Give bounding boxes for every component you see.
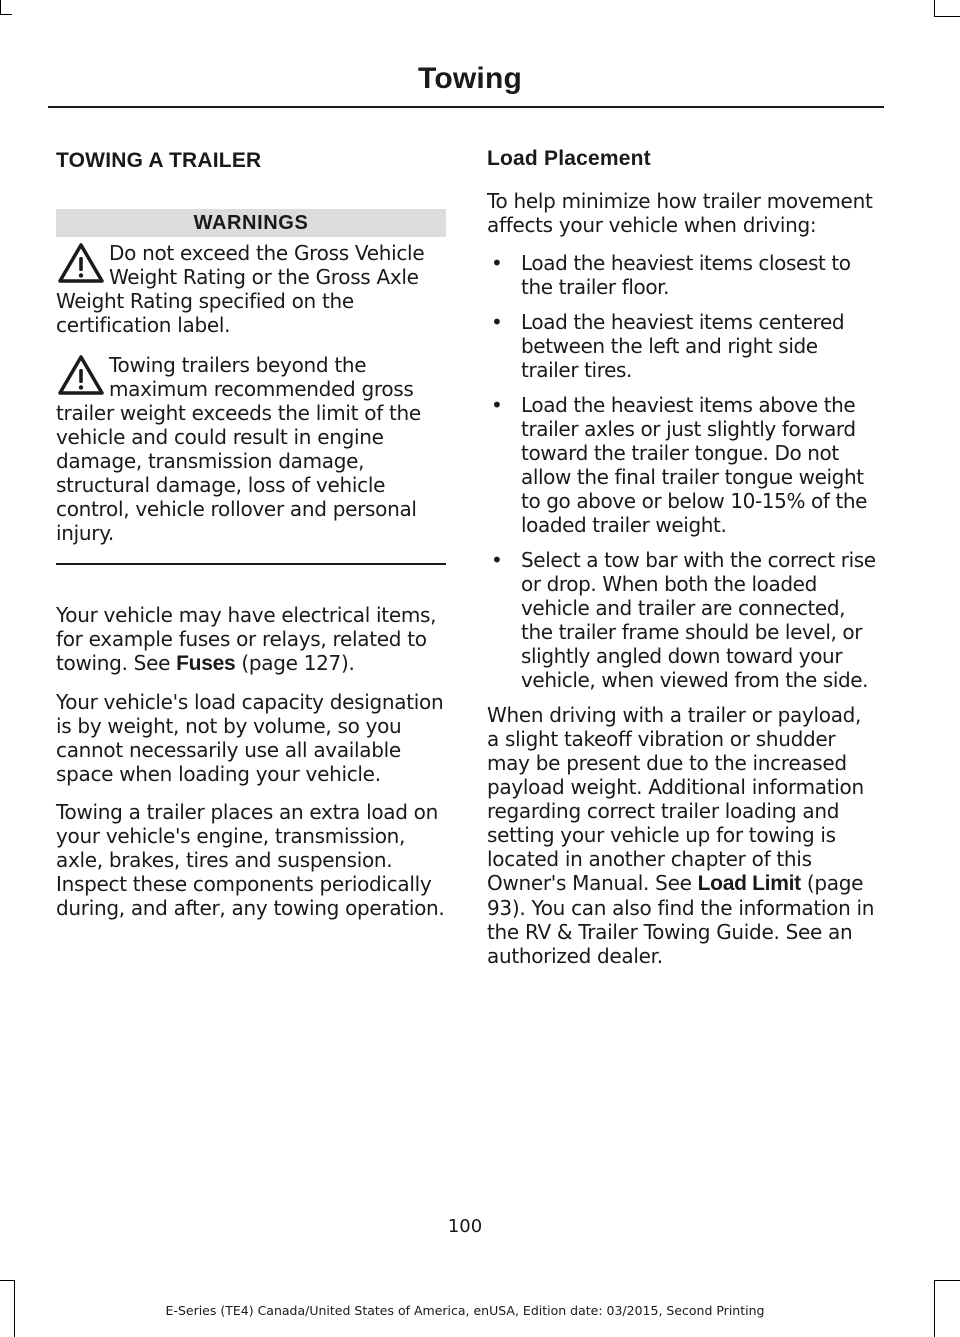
load-limit-link[interactable]: Load Limit: [697, 872, 801, 895]
paragraph-electrical: [56, 603, 446, 676]
list-item: • Load the heaviest items closest to the trailer floor.: [487, 251, 877, 299]
page-reference: (page 93). You can also find the information in the RV & Trailer Towing Guide. See an authorized dealer.: [487, 871, 875, 968]
warnings-divider: [56, 563, 446, 565]
warning-triangle-icon: [56, 241, 106, 287]
right-column: [487, 143, 877, 968]
edition-footer: E-Series (TE4) Canada/United States of America, enUSA, Edition date: 03/2015, Second Printing: [165, 1303, 765, 1318]
warnings-header: WARNINGS: [56, 209, 446, 237]
warning-text: Towing trailers beyond the maximum recommended gross trailer weight exceeds the limit of the vehicle and could result in engine damage, transmission damage, structural damage, loss of vehicle control, vehicle rollover and personal injury.: [56, 353, 421, 545]
paragraph-vibration: [487, 703, 877, 968]
page-title: Towing: [418, 62, 522, 95]
crop-mark: [0, 1280, 14, 1281]
list-item: • Load the heaviest items centered between the left and right side trailer tires.: [487, 310, 877, 382]
paragraph-load-capacity: Your vehicle's load capacity designation is by weight, not by volume, so you cannot necessarily use all available space when loading your vehicle.: [56, 690, 444, 786]
crop-mark: [0, 0, 1, 14]
paragraph-text: Your vehicle may have electrical items, for example fuses or relays, related to towing. See: [56, 603, 437, 675]
warning-item: [56, 241, 446, 337]
warning-item: [56, 353, 446, 545]
fuses-link[interactable]: Fuses: [176, 652, 236, 675]
page-reference: (page 127).: [235, 651, 355, 675]
crop-mark: [0, 14, 12, 15]
crop-mark: [934, 16, 960, 17]
header-divider: [48, 106, 884, 108]
paragraph-text: When driving with a trailer or payload, a slight takeoff vibration or shudder may be present due to the increased payload weight. Additional information regarding correct trailer loading and setting your vehicle up for towing is located in another chapter of this Owner's Manual. See: [487, 703, 864, 895]
warning-triangle-icon: [56, 353, 106, 399]
paragraph-towing-load: Towing a trailer places an extra load on your vehicle's engine, transmission, axle, brakes, tires and suspension. Inspect these components periodically during, and after, any towing operation.: [56, 800, 445, 920]
subsection-title: Load Placement: [487, 147, 651, 170]
crop-mark: [934, 1280, 960, 1281]
page-number: 100: [447, 1216, 483, 1237]
paragraph-intro: To help minimize how trailer movement affects your vehicle when driving:: [487, 189, 873, 237]
crop-mark: [934, 0, 935, 16]
crop-mark: [934, 1280, 935, 1337]
list-item: • Load the heaviest items above the trailer axles or just slightly forward toward the trailer tongue. Do not allow the final trailer tongue weight to go above or below 10-15% of the loaded trailer weight.: [487, 393, 877, 537]
warning-text: Do not exceed the Gross Vehicle Weight Rating or the Gross Axle Weight Rating specified on the certification label.: [56, 241, 425, 337]
list-item: • Select a tow bar with the correct rise or drop. When both the loaded vehicle and trailer are connected, the trailer frame should be level, or slightly angled down toward your vehicle, when viewed from the side.: [487, 548, 877, 692]
section-title: TOWING A TRAILER: [56, 149, 262, 172]
left-column: [56, 143, 446, 920]
bullet-list: [487, 251, 877, 692]
